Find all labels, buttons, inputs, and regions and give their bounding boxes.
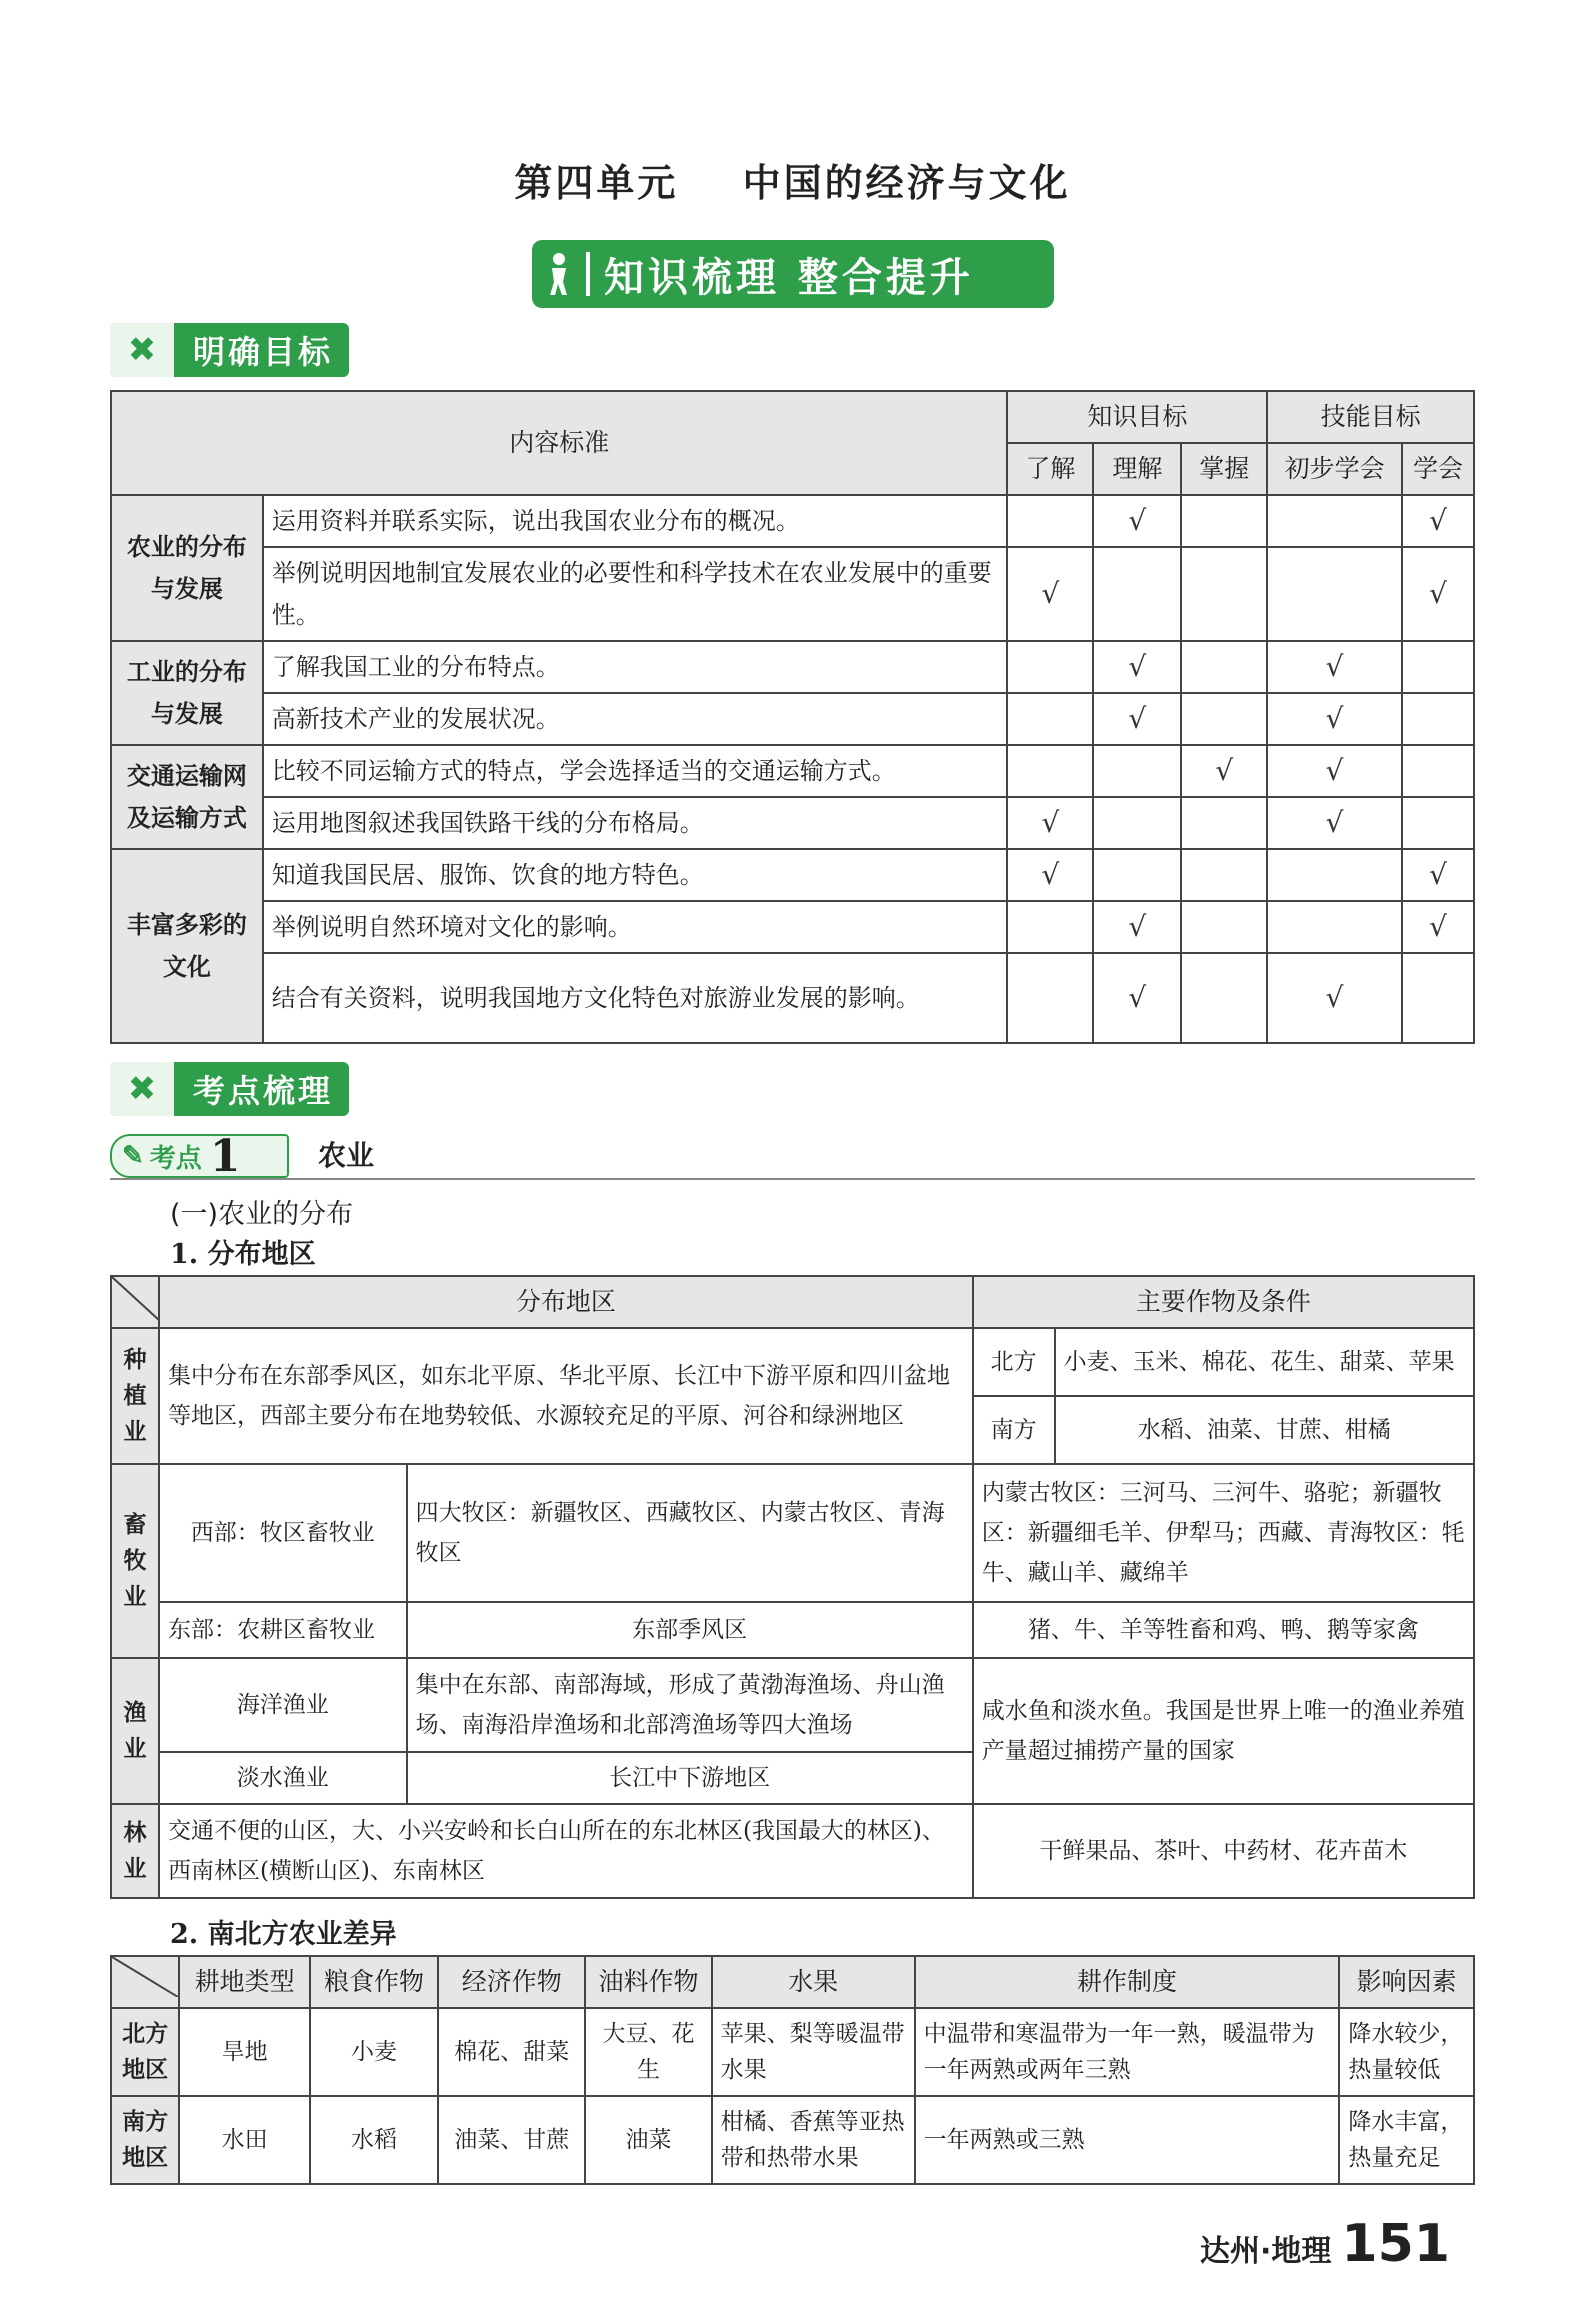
ns-row: [111, 2008, 1474, 2096]
header-area: 分布地区: [159, 1276, 973, 1328]
kaodian-badge: [110, 1130, 289, 1182]
category-fishery: 渔业: [111, 1658, 159, 1804]
ns-cell: 棉花、甜菜: [438, 2008, 585, 2096]
goal-row: [111, 547, 1474, 641]
empty-cell: [1093, 849, 1181, 901]
ns-header: 耕作制度: [915, 1956, 1340, 2008]
unit-name: 中国的经济与文化: [742, 161, 1071, 205]
ns-cell: 小麦: [310, 2008, 438, 2096]
subheading-areas: 1. 分布地区: [170, 1239, 316, 1270]
empty-cell: [1181, 797, 1267, 849]
goal-row: [111, 693, 1474, 745]
goal-text: 举例说明因地制宜发展农业的必要性和科学技术在农业发展中的重要性。: [263, 547, 1008, 641]
east-area: 东部季风区: [407, 1602, 973, 1658]
empty-cell: [1267, 849, 1402, 901]
check-mark: √: [1093, 641, 1181, 693]
ns-header: 经济作物: [438, 1956, 585, 2008]
empty-cell: [1402, 953, 1474, 1043]
empty-cell: [1007, 641, 1093, 693]
empty-cell: [1181, 901, 1267, 953]
check-mark: √: [1007, 797, 1093, 849]
south-label: 南方: [973, 1396, 1055, 1464]
ns-cell: 降水丰富，热量充足: [1339, 2096, 1474, 2184]
west-crops: 内蒙古牧区：三河马、三河牛、骆驼；新疆牧区：新疆细毛羊、伊犁马；西藏、青海牧区：牦牛、藏山羊、藏绵羊: [973, 1464, 1474, 1602]
empty-cell: [1007, 495, 1093, 547]
ns-header: 耕地类型: [179, 1956, 310, 2008]
empty-cell: [1007, 745, 1093, 797]
ns-cell: 苹果、梨等暖温带水果: [712, 2008, 915, 2096]
forestry-products: 干鲜果品、茶叶、中药材、花卉苗木: [973, 1804, 1474, 1898]
ns-cell: 柑橘、香蕉等亚热带和热带水果: [712, 2096, 915, 2184]
goal-row: [111, 901, 1474, 953]
empty-cell: [1267, 547, 1402, 641]
goal-row: [111, 495, 1474, 547]
goal-row: [111, 849, 1474, 901]
goal-row: [111, 745, 1474, 797]
goals-table: [110, 390, 1475, 1044]
empty-cell: [1181, 849, 1267, 901]
ns-cell: 中温带和寒温带为一年一熟，暖温带为一年两熟或两年三熟: [915, 2008, 1340, 2096]
unit-number: 第四单元: [514, 161, 679, 205]
diagonal-cell: [111, 1956, 179, 2008]
fresh-area: 长江中下游地区: [407, 1752, 973, 1804]
page-number: 151: [1341, 2214, 1450, 2274]
south-crops: 水稻、油菜、甘蔗、柑橘: [1055, 1396, 1474, 1464]
page-footer: [1200, 2214, 1450, 2274]
ns-header: 水果: [712, 1956, 915, 2008]
empty-cell: [1267, 495, 1402, 547]
category-forestry: 林业: [111, 1804, 159, 1898]
header-content-standard: 内容标准: [111, 391, 1007, 495]
check-mark: √: [1267, 693, 1402, 745]
empty-cell: [1267, 901, 1402, 953]
check-mark: √: [1402, 547, 1474, 641]
north-south-table: [110, 1955, 1475, 2185]
ns-region-label: 北方地区: [111, 2008, 179, 2096]
north-label: 北方: [973, 1328, 1055, 1396]
student-icon: [532, 240, 586, 308]
goal-row: [111, 953, 1474, 1043]
check-mark: √: [1093, 495, 1181, 547]
goal-category: 交通运输网及运输方式: [111, 745, 263, 849]
empty-cell: [1181, 495, 1267, 547]
subheading-north-south: 2. 南北方农业差异: [170, 1919, 397, 1950]
empty-cell: [1181, 693, 1267, 745]
category-planting: 种植业: [111, 1328, 159, 1464]
empty-cell: [1093, 797, 1181, 849]
empty-cell: [1093, 745, 1181, 797]
header-knowledge-goals: 知识目标: [1007, 391, 1267, 443]
marine-fishery: 海洋渔业: [159, 1658, 407, 1752]
check-mark: √: [1267, 953, 1402, 1043]
col-header: 掌握: [1181, 443, 1267, 495]
ns-cell: 大豆、花生: [585, 2008, 711, 2096]
goal-text: 举例说明自然环境对文化的影响。: [263, 901, 1008, 953]
empty-cell: [1181, 641, 1267, 693]
goal-category: 农业的分布与发展: [111, 495, 263, 641]
ns-cell: 旱地: [179, 2008, 310, 2096]
col-header: 初步学会: [1267, 443, 1402, 495]
check-mark: √: [1007, 849, 1093, 901]
goal-text: 知道我国民居、服饰、饮食的地方特色。: [263, 849, 1008, 901]
west-area: 四大牧区：新疆牧区、西藏牧区、内蒙古牧区、青海牧区: [407, 1464, 973, 1602]
goals-section-header: [110, 323, 349, 377]
ns-cell: 水稻: [310, 2096, 438, 2184]
kaodian-number: 1: [209, 1130, 241, 1182]
empty-cell: [1007, 693, 1093, 745]
goal-text: 高新技术产业的发展状况。: [263, 693, 1008, 745]
ns-cell: 水田: [179, 2096, 310, 2184]
goals-section-label: 明确目标: [193, 333, 334, 371]
ns-region-label: 南方地区: [111, 2096, 179, 2184]
check-mark: √: [1007, 547, 1093, 641]
empty-cell: [1007, 901, 1093, 953]
review-section-label: 考点梳理: [193, 1072, 334, 1110]
category-livestock: 畜牧业: [111, 1464, 159, 1658]
fresh-fishery: 淡水渔业: [159, 1752, 407, 1804]
east-type: 东部：农耕区畜牧业: [159, 1602, 407, 1658]
header-skill-goals: 技能目标: [1267, 391, 1474, 443]
empty-cell: [1402, 797, 1474, 849]
kaodian-title: 农业: [318, 1139, 375, 1172]
ns-cell: 油菜、甘蔗: [438, 2096, 585, 2184]
empty-cell: [1402, 693, 1474, 745]
ns-header: 油料作物: [585, 1956, 711, 2008]
planting-area: 集中分布在东部季风区，如东北平原、华北平原、长江中下游平原和四川盆地等地区，西部主要分布在地势较低、水源较充足的平原、河谷和绿洲地区: [159, 1328, 973, 1464]
cross-arrows-icon: ✖: [110, 1062, 177, 1116]
empty-cell: [1093, 547, 1181, 641]
diagonal-cell: [111, 1276, 159, 1328]
check-mark: √: [1093, 953, 1181, 1043]
empty-cell: [1007, 953, 1093, 1043]
check-mark: √: [1267, 797, 1402, 849]
col-header: 理解: [1093, 443, 1181, 495]
header-crops: 主要作物及条件: [973, 1276, 1474, 1328]
goal-text: 结合有关资料，说明我国地方文化特色对旅游业发展的影响。: [263, 953, 1008, 1043]
goal-text: 了解我国工业的分布特点。: [263, 641, 1008, 693]
distribution-table: [110, 1275, 1475, 1899]
check-mark: √: [1267, 745, 1402, 797]
ns-cell: 一年两熟或三熟: [915, 2096, 1340, 2184]
check-mark: √: [1267, 641, 1402, 693]
kaodian-rule: [110, 1134, 1475, 1180]
ns-cell: 油菜: [585, 2096, 711, 2184]
goal-row: [111, 797, 1474, 849]
kaodian-label: 考点: [149, 1143, 202, 1174]
goal-category: 丰富多彩的文化: [111, 849, 263, 1043]
ns-cell: 降水较少，热量较低: [1339, 2008, 1474, 2096]
section-banner: [532, 240, 1054, 308]
marine-area: 集中在东部、南部海域，形成了黄渤海渔场、舟山渔场、南海沿岸渔场和北部湾渔场等四大渔场: [407, 1658, 973, 1752]
check-mark: √: [1093, 901, 1181, 953]
goal-row: [111, 641, 1474, 693]
pen-icon: ✎: [122, 1141, 144, 1171]
empty-cell: [1181, 547, 1267, 641]
east-crops: 猪、牛、羊等牲畜和鸡、鸭、鹅等家禽: [973, 1602, 1474, 1658]
unit-title: [0, 152, 1585, 207]
cross-arrows-icon: ✖: [110, 323, 177, 377]
goal-text: 运用资料并联系实际，说出我国农业分布的概况。: [263, 495, 1008, 547]
check-mark: √: [1402, 495, 1474, 547]
col-header: 学会: [1402, 443, 1474, 495]
check-mark: √: [1402, 849, 1474, 901]
subheading-distribution: (一)农业的分布: [170, 1199, 354, 1230]
goal-text: 比较不同运输方式的特点，学会选择适当的交通运输方式。: [263, 745, 1008, 797]
ns-row: [111, 2096, 1474, 2184]
check-mark: √: [1181, 745, 1267, 797]
fishery-products: 咸水鱼和淡水鱼。我国是世界上唯一的渔业养殖产量超过捕捞产量的国家: [973, 1658, 1474, 1804]
footer-region: 达州·地理: [1200, 2234, 1332, 2269]
banner-text: 知识梳理 整合提升: [604, 254, 974, 301]
forestry-area: 交通不便的山区，大、小兴安岭和长白山所在的东北林区(我国最大的林区)、西南林区(横断山区)、东南林区: [159, 1804, 973, 1898]
empty-cell: [1181, 953, 1267, 1043]
ns-header: 影响因素: [1339, 1956, 1474, 2008]
check-mark: √: [1093, 693, 1181, 745]
col-header: 了解: [1007, 443, 1093, 495]
north-crops: 小麦、玉米、棉花、花生、甜菜、苹果: [1055, 1328, 1474, 1396]
ns-header: 粮食作物: [310, 1956, 438, 2008]
check-mark: √: [1402, 901, 1474, 953]
empty-cell: [1402, 745, 1474, 797]
empty-cell: [1402, 641, 1474, 693]
west-type: 西部：牧区畜牧业: [159, 1464, 407, 1602]
review-section-header: [110, 1062, 349, 1116]
goal-text: 运用地图叙述我国铁路干线的分布格局。: [263, 797, 1008, 849]
goal-category: 工业的分布与发展: [111, 641, 263, 745]
